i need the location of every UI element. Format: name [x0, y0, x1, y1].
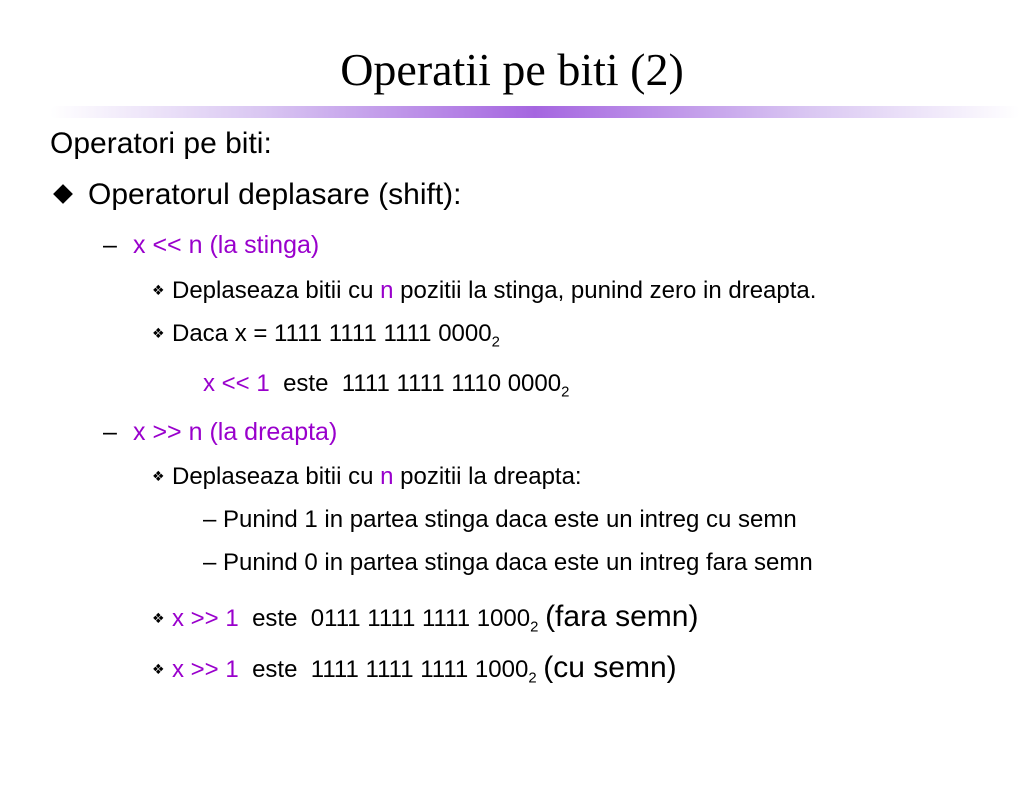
- left-shift-label: x << n (la stinga): [133, 231, 320, 259]
- base-subscript: 2: [491, 334, 500, 351]
- unsigned-value: 0111 1111 1111 1000: [310, 605, 531, 632]
- desc-n: n: [380, 277, 394, 304]
- left-shift-result: [203, 370, 570, 401]
- clover-bullet-icon: ❖: [152, 610, 165, 626]
- heading: Operatori pe biti:: [50, 127, 272, 160]
- bullet-shift-text: Operatorul deplasare (shift):: [88, 178, 462, 211]
- result-expr: x << 1: [203, 370, 270, 397]
- left-shift-item: [103, 231, 319, 260]
- diamond-bullet-icon: [53, 184, 73, 204]
- clover-bullet-icon: ❖: [152, 468, 165, 484]
- signed-expr: x >> 1: [172, 656, 239, 683]
- slide-title: Operatii pe biti (2): [340, 44, 684, 95]
- signed-word: este: [252, 656, 298, 683]
- signed-note: (cu semn): [543, 651, 677, 684]
- desc-text: pozitii la stinga, punind zero in dreapta.: [400, 277, 817, 304]
- clover-bullet-icon: ❖: [152, 661, 165, 677]
- result-value: 1111 1111 1110 0000: [341, 370, 562, 397]
- right-shift-unsigned: [152, 600, 698, 634]
- right-shift-case-2: – Punind 0 in partea stinga daca este un intreg fara semn: [203, 549, 813, 576]
- left-shift-example: [152, 320, 500, 351]
- base-subscript: 2: [561, 384, 570, 401]
- unsigned-word: este: [252, 605, 298, 632]
- signed-value: 1111 1111 1111 1000: [310, 656, 529, 683]
- right-shift-case-1: – Punind 1 in partea stinga daca este un intreg cu semn: [203, 506, 797, 533]
- desc-text: Deplaseaza bitii cu: [172, 277, 374, 304]
- base-subscript: 2: [530, 619, 539, 636]
- dash-bullet-icon: –: [103, 418, 117, 446]
- base-subscript: 2: [528, 670, 537, 687]
- title-underline: [50, 106, 1020, 118]
- right-shift-signed: [152, 651, 677, 685]
- example-text: Daca x = 1111 1111 1111 0000: [172, 320, 492, 347]
- right-shift-label: x >> n (la dreapta): [133, 418, 338, 446]
- desc-text: pozitii la dreapta:: [400, 463, 582, 490]
- unsigned-expr: x >> 1: [172, 605, 239, 632]
- bullet-shift: [50, 178, 462, 212]
- desc-n: n: [380, 463, 394, 490]
- right-shift-item: [103, 418, 337, 447]
- dash-bullet-icon: –: [103, 231, 117, 259]
- right-shift-desc: [152, 463, 582, 491]
- result-word: este: [283, 370, 329, 397]
- unsigned-note: (fara semn): [545, 600, 699, 633]
- clover-bullet-icon: ❖: [152, 325, 165, 341]
- left-shift-desc: [152, 277, 816, 305]
- desc-text: Deplaseaza bitii cu: [172, 463, 374, 490]
- clover-bullet-icon: ❖: [152, 282, 165, 298]
